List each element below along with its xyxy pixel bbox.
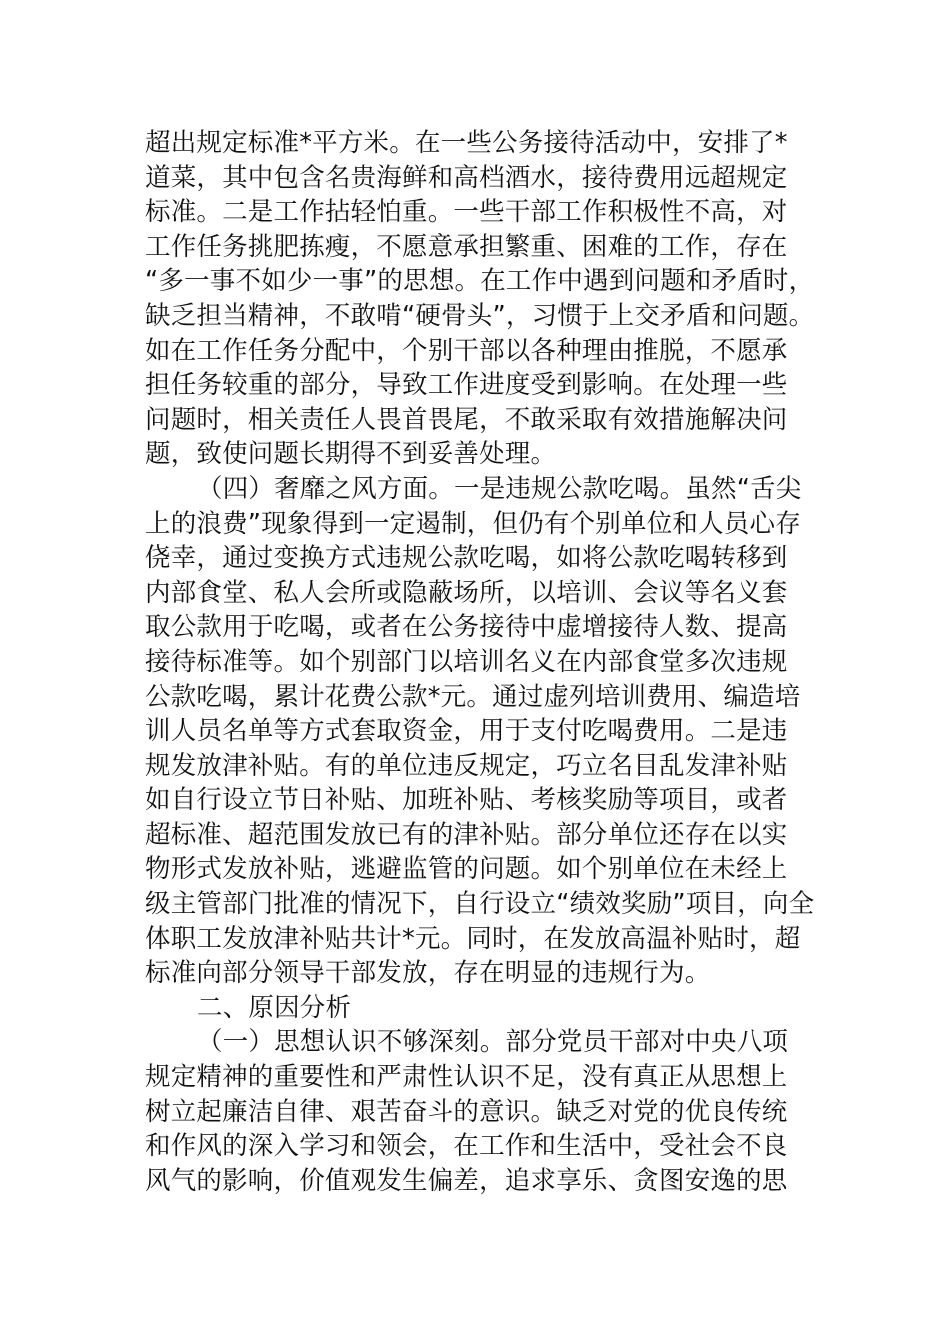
- text-line: 规定精神的重要性和严肃性认识不足，没有真正从思想上: [145, 1062, 788, 1093]
- text-line: 超出规定标准*平方米。在一些公务接待活动中，安排了*: [145, 128, 788, 158]
- text-line: 级主管部门批准的情况下，自行设立“绩效奖励”项目，向全: [145, 889, 815, 920]
- text-line: 缺乏担当精神，不敢啃“硬骨头”，习惯于上交矛盾和问题。: [145, 300, 815, 331]
- section-title: 二、原因分析: [197, 992, 352, 1023]
- text-line: 和作风的深入学习和领会，在工作和生活中，受社会不良: [145, 1131, 788, 1162]
- text-line: 公款吃喝，累计花费公款*元。通过虚列培训费用、编造培: [145, 681, 801, 712]
- text-line: 物形式发放补贴，逃避监管的问题。如个别单位在未经上: [145, 854, 788, 885]
- body-text: [145, 126, 815, 1198]
- text-line: 道菜，其中包含名贵海鲜和高档酒水，接待费用远超规定: [145, 162, 788, 193]
- text-line: 风气的影响，价值观发生偏差，追求享乐、贪图安逸的思: [145, 1165, 788, 1196]
- text-line: 标准。二是工作拈轻怕重。一些干部工作积极性不高，对: [145, 197, 788, 228]
- text-line: 树立起廉洁自律、艰苦奋斗的意识。缺乏对党的优良传统: [145, 1096, 788, 1127]
- text-line: 取公款用于吃喝，或者在公务接待中虚增接待人数、提高: [145, 612, 788, 643]
- text-line: 问题时，相关责任人畏首畏尾，不敢采取有效措施解决问: [145, 404, 788, 435]
- text-line: 规发放津补贴。有的单位违反规定，巧立名目乱发津补贴: [145, 750, 788, 781]
- text-line: 工作任务挑肥拣瘦，不愿意承担繁重、困难的工作，存在: [145, 231, 788, 262]
- text-line: 训人员名单等方式套取资金，用于支付吃喝费用。二是违: [145, 716, 788, 747]
- text-line: 担任务较重的部分，导致工作进度受到影响。在处理一些: [145, 370, 788, 401]
- section-heading-line: （四）奢靡之风方面。一是违规公款吃喝。虽然“舌尖: [197, 473, 802, 504]
- text-line: 上的浪费”现象得到一定遏制，但仍有个别单位和人员心存: [145, 508, 801, 539]
- text-line: 如自行设立节日补贴、加班补贴、考核奖励等项目，或者: [145, 785, 788, 816]
- section-heading-line: （一）思想认识不够深刻。部分党员干部对中央八项: [197, 1027, 789, 1058]
- text-line: 超标准、超范围发放已有的津补贴。部分单位还存在以实: [145, 819, 788, 850]
- text-line: 题，致使问题长期得不到妥善处理。: [145, 439, 557, 470]
- text-line: 如在工作任务分配中，个别干部以各种理由推脱，不愿承: [145, 335, 788, 366]
- text-line: 标准向部分领导干部发放，存在明显的违规行为。: [145, 958, 711, 989]
- text-line: 体职工发放津补贴共计*元。同时，在发放高温补贴时，超: [145, 923, 801, 954]
- text-line: 内部食堂、私人会所或隐蔽场所，以培训、会议等名义套: [145, 577, 788, 608]
- text-line: 接待标准等。如个别部门以培训名义在内部食堂多次违规: [145, 646, 788, 677]
- text-line: 侥幸，通过变换方式违规公款吃喝，如将公款吃喝转移到: [145, 543, 788, 574]
- text-line: “多一事不如少一事”的思想。在工作中遇到问题和矛盾时，: [145, 266, 815, 297]
